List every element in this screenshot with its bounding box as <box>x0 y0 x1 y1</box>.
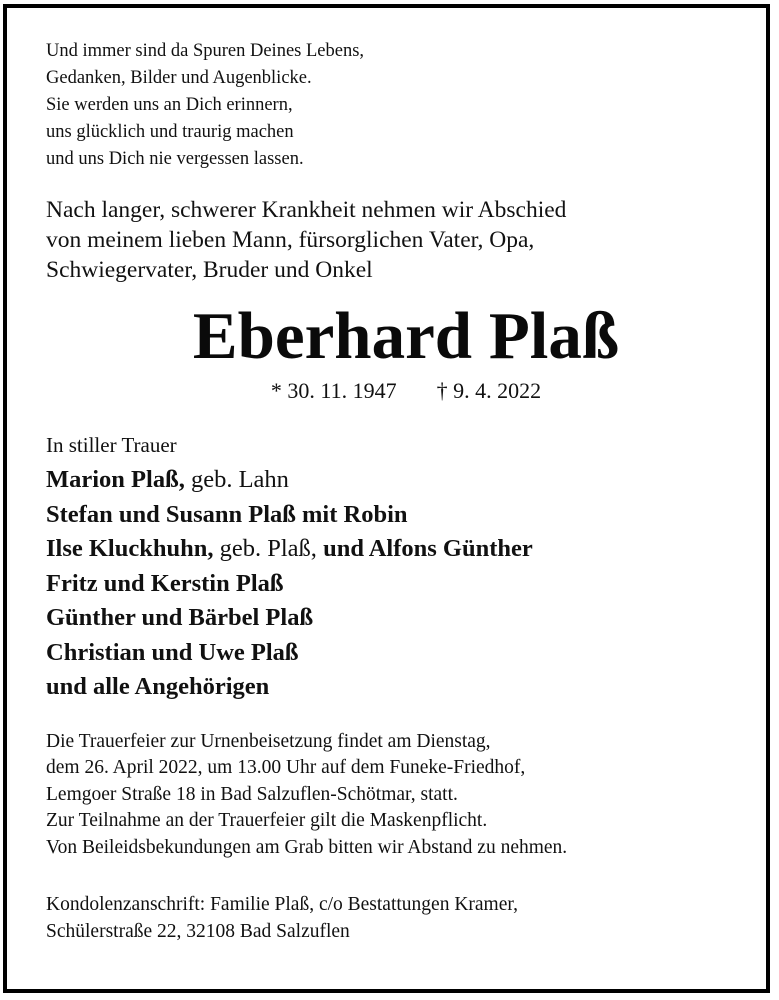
life-dates <box>46 377 766 405</box>
condolence-line: Kondolenzanschrift: Familie Plaß, c/o Bestattungen Kramer, <box>46 894 518 915</box>
ceremony-line: Zur Teilnahme an der Trauerfeier gilt die Maskenpflicht. <box>46 810 488 831</box>
poem-line: und uns Dich nie vergessen lassen. <box>46 149 304 169</box>
condolence-address <box>46 892 766 945</box>
poem-line: Und immer sind da Spuren Deines Lebens, <box>46 41 365 61</box>
mourner-name: Ilse Kluckhuhn, <box>46 535 214 562</box>
mourner-note: geb. Lahn <box>184 466 289 493</box>
intro-line: von meinem lieben Mann, fürsorglichen Vater, Opa, <box>46 227 535 253</box>
mourning-intro: In stiller Trauer <box>46 433 177 457</box>
mourner-line: und alle Angehörigen <box>46 673 270 700</box>
mourners-list <box>46 463 766 705</box>
death-date: † 9. 4. 2022 <box>436 378 542 403</box>
deceased-name: Eberhard Plaß <box>192 299 620 373</box>
announcement-intro <box>46 195 766 285</box>
poem-line: uns glücklich und traurig machen <box>46 122 294 142</box>
mourner-name: und Alfons Günther <box>323 535 533 562</box>
birth-date: * 30. 11. 1947 <box>270 378 397 403</box>
mourner-line <box>46 463 766 498</box>
mourner-name: Marion Plaß, <box>46 466 185 493</box>
mourner-note: geb. Plaß, <box>213 535 324 562</box>
obituary-content <box>46 38 766 945</box>
intro-line: Schwiegervater, Bruder und Onkel <box>46 257 373 283</box>
mourner-line: Fritz und Kerstin Plaß <box>46 569 284 597</box>
mourner-line: Günther und Bärbel Plaß <box>46 604 314 631</box>
ceremony-line: Die Trauerfeier zur Urnenbeisetzung findet am Dienstag, <box>46 730 491 752</box>
poem-line: Sie werden uns an Dich erinnern, <box>46 95 293 115</box>
ceremony-line: Von Beileidsbekundungen am Grab bitten wir Abstand zu nehmen. <box>46 836 568 858</box>
obituary-frame <box>3 4 770 993</box>
condolence-line: Schülerstraße 22, 32108 Bad Salzuflen <box>46 920 350 942</box>
ceremony-line: dem 26. April 2022, um 13.00 Uhr auf dem Funeke-Friedhof, <box>46 757 526 778</box>
poem-line: Gedanken, Bilder und Augenblicke. <box>46 68 312 88</box>
mourner-line: Stefan und Susann Plaß mit Robin <box>46 500 408 528</box>
ceremony-line: Lemgoer Straße 18 in Bad Salzuflen-Schötmar, statt. <box>46 783 458 805</box>
intro-line: Nach langer, schwerer Krankheit nehmen wir Abschied <box>46 197 567 223</box>
ceremony-info <box>46 729 766 862</box>
mourner-line <box>46 532 766 567</box>
poem <box>46 38 766 173</box>
mourner-line: Christian und Uwe Plaß <box>46 638 299 666</box>
